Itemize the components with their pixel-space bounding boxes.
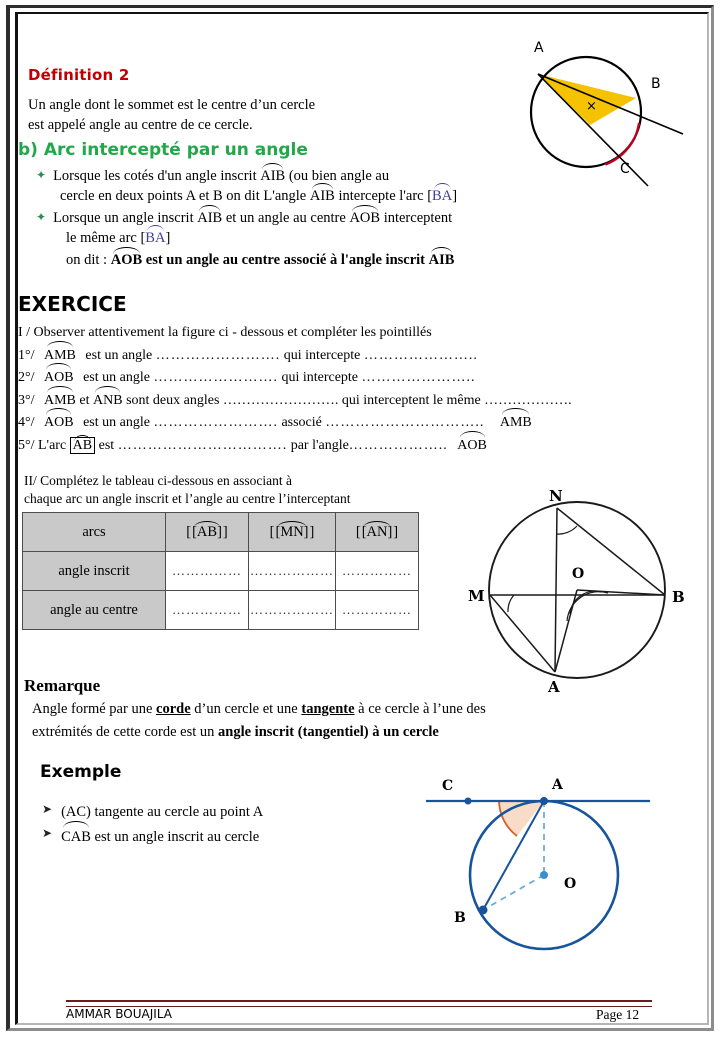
cell-centre-an[interactable]: ……………: [336, 591, 419, 630]
bullet-2-text-e: ]: [165, 230, 171, 246]
label-a: A: [552, 777, 563, 793]
bullet-2-line-1: [53, 208, 452, 228]
angle-sector-fill: [499, 801, 544, 836]
label-c: C: [620, 161, 630, 177]
point-a: [540, 797, 548, 805]
item-5-text-b: est: [98, 437, 115, 453]
label-o: O: [564, 876, 577, 892]
arc-notation-ba-blue-2: BA: [145, 230, 166, 246]
exemple-list: [42, 800, 402, 849]
arc-notation-cab: CAB: [61, 824, 91, 849]
item-3-text-b: sont deux angles ……………………. qui interceptent le même ……………….: [126, 392, 572, 408]
item-3-number: 3°/: [18, 392, 35, 408]
bullet-2-text-b: et un angle au centre: [225, 210, 346, 226]
exercice-item-2: [18, 366, 678, 389]
item-1-blank-a: …………………….: [155, 347, 281, 363]
section-b-bullets: [36, 166, 616, 270]
table-header-an: [[AN]]: [336, 513, 419, 552]
table-row: [23, 591, 419, 630]
exercice-intro: I / Observer attentivement la figure ci - dessous et compléter les pointillés: [18, 325, 432, 340]
remarque-text-c: à ce cercle à l’une des: [358, 701, 486, 717]
item-2-number: 2°/: [18, 370, 35, 385]
bullet-1-line-1: [53, 166, 389, 186]
bullet-1-text-c: cercle en deux points A et B on dit L'angle: [60, 188, 307, 204]
bullet-1-line-2: [60, 186, 616, 206]
angle-mark-n: [556, 526, 577, 534]
table-header-mn: [[MN]]: [249, 513, 336, 552]
footer-page-number: Page 12: [596, 1007, 640, 1022]
arc-notation-amb: AMB: [44, 344, 76, 367]
item-4-text-a: est un angle: [83, 415, 150, 430]
bullet-1-text-b: (ou bien angle au: [288, 168, 390, 184]
cell-inscrit-mn[interactable]: ………………: [249, 552, 336, 591]
definition-body: [28, 96, 448, 136]
definition-line-1: Un angle dont le sommet est le centre d’un cercle: [28, 97, 316, 113]
bullet-2-text-a: Lorsque un angle inscrit: [53, 210, 194, 226]
arcs-angles-table: [22, 512, 419, 630]
exercice-item-3: [18, 389, 678, 412]
tableau-intro-line-2: chaque arc un angle inscrit et l’angle au centre l’interceptant: [24, 491, 351, 506]
item-4-blank-a: …………………….: [153, 415, 278, 430]
row-label-angle-au-centre: angle au centre: [23, 591, 166, 630]
arc-notation-aob-bold: AOB: [110, 252, 143, 268]
list-item: [42, 800, 402, 824]
label-n: N: [549, 487, 563, 505]
figure-circle-nmab: [466, 482, 706, 702]
label-a: A: [548, 678, 560, 696]
arc-notation-aib-3: AIB: [197, 210, 223, 226]
remarque-text-a: Angle formé par une: [32, 701, 153, 717]
item-4-text-b: associé: [281, 415, 322, 430]
table-header-arcs: arcs: [23, 513, 166, 552]
exercice-item-4: [18, 411, 678, 434]
remarque-body: [32, 698, 652, 744]
item-4-number: 4°/: [18, 415, 35, 430]
figure-tangent-circle: [378, 770, 658, 975]
point-c: [465, 798, 472, 805]
section-b-title: b) Arc intercepté par un angle: [18, 140, 308, 160]
arc-notation-aib-bold: AIB: [428, 252, 455, 268]
cell-centre-mn[interactable]: ………………: [249, 591, 336, 630]
arc-notation-aob-2: AOB: [44, 366, 74, 389]
definition-title: Définition 2: [28, 66, 130, 84]
item-2-text-b: qui intercepte: [281, 370, 359, 385]
angle-mark-m: [508, 595, 514, 612]
item-2-text-a: est un angle: [83, 370, 150, 385]
item-5-number: 5°/: [18, 437, 35, 453]
bullet-1-text-d: intercepte l'arc [: [338, 188, 433, 204]
point-o: [540, 871, 548, 879]
tableau-intro-line-1: II/ Complétez le tableau ci-dessous en associant à: [24, 473, 293, 488]
cell-inscrit-an[interactable]: ……………: [336, 552, 419, 591]
exercice-item-5: [18, 434, 678, 457]
item-2-blank-a: …………………….: [153, 370, 278, 385]
definition-line-2: est appelé angle au centre de ce cercle.: [28, 117, 253, 133]
item-5-blank-b: ………………..: [348, 437, 448, 453]
item-1-text-b: qui intercepte: [283, 347, 361, 363]
remarque-line-1: [32, 698, 652, 721]
boxed-arc-ab: [70, 437, 95, 454]
remarque-text-d: extrémités de cette corde est un: [32, 724, 215, 740]
arc-notation-aib-2: AIB: [309, 188, 335, 204]
exercice-title: EXERCICE: [18, 292, 127, 316]
label-b: B: [454, 910, 466, 926]
label-cross-mark: ×: [586, 99, 597, 114]
exemple-item-1-text: (AC) tangente au cercle au point A: [61, 804, 264, 820]
item-1-text-a: est un angle: [85, 347, 153, 363]
bullet-2-line-2: [66, 228, 616, 248]
label-c: C: [442, 778, 454, 794]
item-4-blank-b: …………………………..: [325, 415, 485, 430]
list-item: [42, 824, 402, 849]
chord-na: [555, 508, 557, 672]
bullet-2-line-3: [66, 250, 616, 270]
arc-notation-ab-boxed: AB: [72, 437, 93, 453]
table-header-ab: [[AB]]: [166, 513, 249, 552]
remarque-line-2: [32, 721, 652, 744]
item-2-blank-b: …………………..: [361, 370, 476, 385]
exemple-item-2-text: est un angle inscrit au cercle: [94, 829, 260, 845]
remarque-title: Remarque: [24, 676, 101, 695]
item-5-blank-a: …………………………….: [117, 437, 288, 453]
arc-notation-amb-2: AMB: [44, 389, 76, 412]
table-header-row: [23, 513, 419, 552]
item-1-blank-b: …………………..: [363, 347, 478, 363]
exercice-item-1: [18, 344, 678, 367]
footer-divider: [66, 1000, 652, 1007]
item-1-number: 1°/: [18, 347, 35, 363]
exercice-body: [18, 322, 678, 456]
remarque-text-b: d’un cercle et une: [194, 701, 298, 717]
arc-notation-anb: ANB: [93, 389, 123, 412]
arc-notation-aob-3: AOB: [44, 411, 74, 434]
ray-ab: [538, 74, 683, 134]
diamond-bullet-icon: ✦: [36, 168, 47, 182]
bullet-item-2: [36, 208, 616, 228]
bullet-2-text-d: le même arc [: [66, 230, 146, 246]
arc-notation-aob: AOB: [349, 210, 381, 226]
bullet-2-text-c: interceptent: [383, 210, 453, 226]
bullet-2-text-g: est un angle au centre associé à l'angle inscrit: [145, 252, 426, 268]
remarque-text-bold: angle inscrit (tangentiel) à un cercle: [218, 724, 439, 740]
bullet-1-text-a: Lorsque les cotés d'un angle inscrit: [53, 168, 257, 184]
label-m: M: [468, 587, 485, 605]
exemple-item-2: [61, 824, 259, 849]
bullet-2-text-f: on dit :: [66, 252, 108, 268]
row-label-angle-inscrit: angle inscrit: [23, 552, 166, 591]
label-o: O: [572, 566, 585, 582]
arrow-bullet-icon: ➤: [42, 802, 53, 816]
remarque-underlined-corde: corde: [156, 701, 191, 717]
arc-bc-red-2: [635, 123, 639, 138]
tableau-intro: [24, 472, 424, 508]
arc-notation-aob-4: AOB: [457, 434, 487, 457]
arrow-bullet-icon-2: ➤: [42, 826, 53, 840]
arc-notation-amb-3: AMB: [500, 411, 532, 434]
label-b: B: [672, 588, 685, 606]
table-row: [23, 552, 419, 591]
arc-notation-aib: AIB: [260, 168, 286, 184]
label-b: B: [651, 76, 661, 92]
diamond-bullet-icon-2: ✦: [36, 210, 47, 224]
bullet-1-text-e: ]: [452, 188, 458, 204]
arc-notation-ba-blue: BA: [432, 188, 453, 204]
item-3-text-a: et: [79, 392, 90, 408]
exemple-title: Exemple: [40, 762, 122, 782]
point-b: [479, 906, 488, 915]
footer-author: AMMAR BOUAJILA: [66, 1007, 172, 1021]
remarque-underlined-tangente: tangente: [301, 701, 355, 717]
label-a: A: [534, 40, 544, 56]
item-5-text-c: par l'angle: [290, 437, 349, 453]
cell-centre-ab[interactable]: ……………: [166, 591, 249, 630]
item-5-text-a: L'arc: [38, 437, 67, 453]
cell-inscrit-ab[interactable]: ……………: [166, 552, 249, 591]
